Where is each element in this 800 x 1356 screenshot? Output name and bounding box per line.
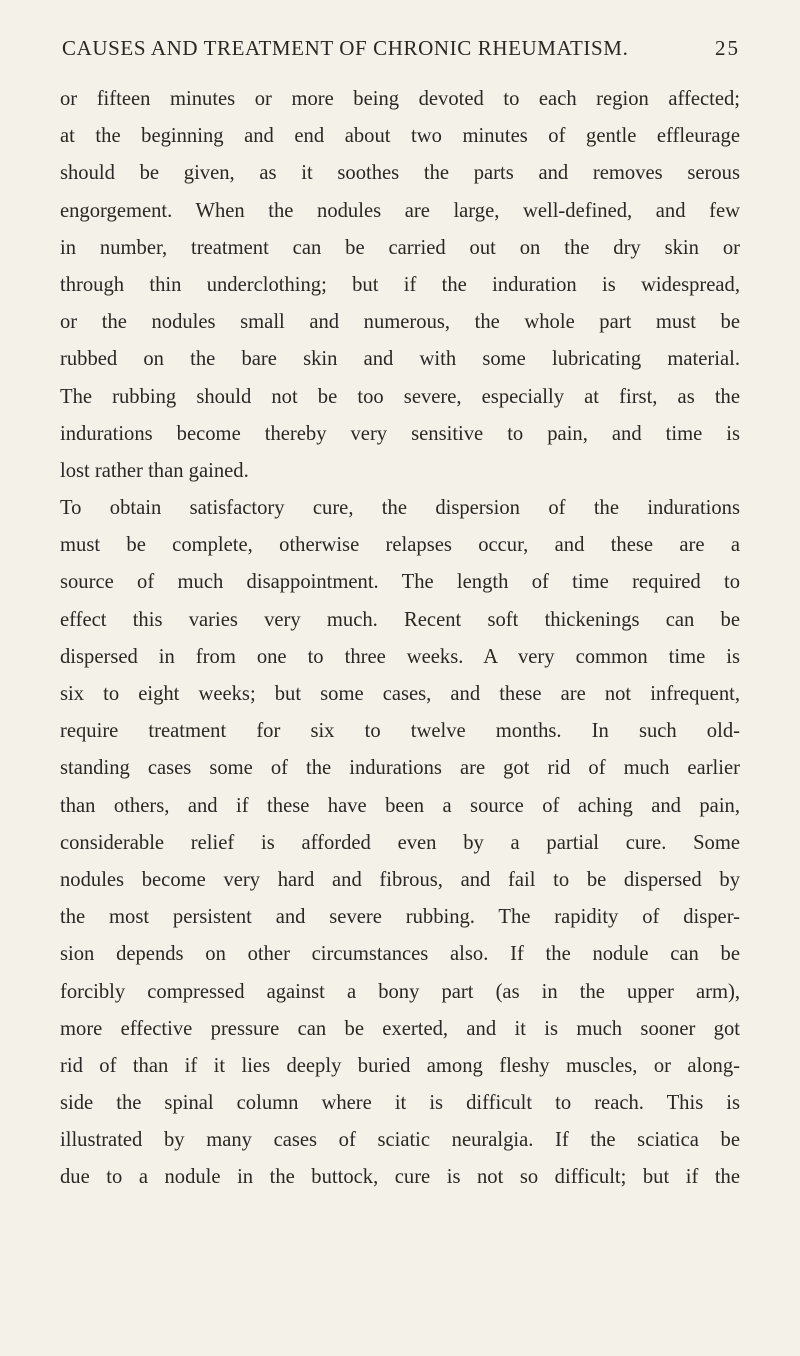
text-line: or fifteen minutes or more being devoted to each region affected; [60,88,740,110]
text-line: considerable relief is afforded even by a partial cure. Some [60,831,740,854]
text-line: in number, treatment can be carried out on the dry skin or [60,236,740,259]
text-line: six to eight weeks; but some cases, and these are not infrequent, [60,683,740,705]
text-line: side the spinal column where it is difficult to reach. This is [60,1092,740,1115]
text-line: should be given, as it soothes the parts and removes serous [60,162,740,185]
text-line: rid of than if it lies deeply buried among fleshy muscles, or along- [60,1054,740,1077]
text-line: sion depends on other circumstances also. If the nodule can be [60,943,740,966]
running-title: CAUSES AND TREATMENT OF CHRONIC RHEUMATISM. [62,36,629,60]
text-line: through thin underclothing; but if the induration is widespread, [60,273,740,296]
body-text [60,81,740,1197]
text-line: The rubbing should not be too severe, especially at first, as the [60,385,740,408]
text-line: than others, and if these have been a source of aching and pain, [60,794,740,817]
text-line: at the beginning and end about two minutes of gentle effleurage [60,125,740,148]
text-line: forcibly compressed against a bony part (as in the upper arm), [60,980,740,1003]
text-line: nodules become very hard and fibrous, and fail to be dispersed by [60,868,740,891]
text-line: dispersed in from one to three weeks. A very common time is [60,645,740,668]
page-number: 25 [715,36,740,60]
paragraph-start-line: To obtain satisfactory cure, the dispersion of the indurations [60,497,740,520]
text-line: engorgement. When the nodules are large, well-defined, and few [60,199,740,222]
text-line: the most persistent and severe rubbing. The rapidity of disper- [60,906,740,929]
text-line: require treatment for six to twelve months. In such old- [60,720,740,743]
text-line: illustrated by many cases of sciatic neuralgia. If the sciatica be [60,1129,740,1152]
text-line: must be complete, otherwise relapses occur, and these are a [60,534,740,557]
text-line: or the nodules small and numerous, the whole part must be [60,311,740,334]
text-line: source of much disappointment. The length of time required to [60,571,740,594]
text-line: indurations become thereby very sensitive to pain, and time is [60,422,740,445]
paragraph-end-line: lost rather than gained. [60,459,249,482]
text-line: effect this varies very much. Recent soft thickenings can be [60,608,740,631]
text-line: standing cases some of the indurations are got rid of much earlier [60,757,740,780]
text-line: rubbed on the bare skin and with some lubricating material. [60,348,740,371]
text-line: more effective pressure can be exerted, and it is much sooner got [60,1017,740,1040]
running-head [60,36,740,66]
text-line: due to a nodule in the buttock, cure is not so difficult; but if the [60,1166,740,1189]
